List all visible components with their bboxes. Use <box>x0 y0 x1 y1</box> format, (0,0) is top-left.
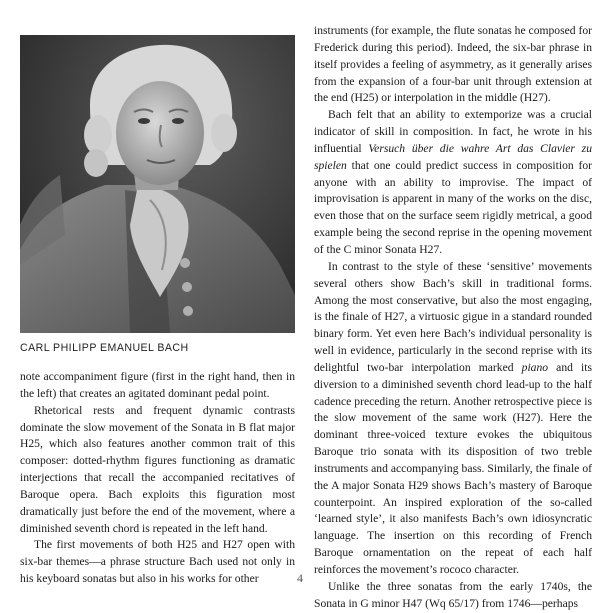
portrait-caption: CARL PHILIPP EMANUEL BACH <box>20 342 189 354</box>
portrait-image <box>20 35 295 333</box>
paragraph: The first movements of both H25 and H27 open with six-bar themes—a phrase structure Bach used not only in his keyboard sonatas but also in his works for other <box>20 538 295 586</box>
paragraph: instruments (for example, the flute sonatas he composed for Frederick during this period). Indeed, the six-bar phrase in itself provides a feeling of asymmetry, as it generally arises from the expansion of a four-bar unit through extension at the end (H25) or interpolation in the middle (H27). <box>314 24 592 105</box>
right-column <box>314 23 592 613</box>
paragraph: note accompaniment figure (first in the right hand, then in the left) that creates an agitated dominant pedal point. <box>20 370 295 400</box>
dynamic-marking: piano <box>521 360 549 374</box>
text-run: that one could predict success in composition for anyone with an ability to improvise. The impact of improvisation is apparent in many of the works on the disc, even those that on the surface seem rigidly metrical, a good example being the second reprise in the opening movement of the C minor Sonata H27. <box>314 158 592 256</box>
text-run: Bach felt that an ability to extemporize was a crucial indicator of skill in composition. In fact, he wrote in his influential <box>314 108 592 155</box>
paragraph <box>314 259 592 579</box>
text-run: In contrast to the style of these ‘sensitive’ movements several others show Bach’s skill in traditional forms. Among the most conservative, but also the most engaging, is the finale of H27, a virtuosic gigue in a standard rounded binary form. Yet even here Bach’s individual personality is well in evidence, particularly in the second reprise with its delightful two-bar interpolation marked <box>314 259 592 374</box>
book-title: Versuch über die wahre Art das Clavier zu spielen <box>314 141 592 172</box>
left-column <box>20 369 295 588</box>
page-number: 4 <box>297 571 303 585</box>
paragraph: Rhetorical rests and frequent dynamic contrasts dominate the slow movement of the Sonata in B flat major H25, which also features another common trait of this composer: dotted-rhythm figures functioning as dramatic interjections that recall the accompanied recitatives of Baroque opera. Bach exploits this figuration most dramatically just before the end of the movement, where a diminished seventh chord is repeated in the left hand. <box>20 403 295 535</box>
paragraph: Unlike the three sonatas from the early 1740s, the Sonata in G minor H47 (Wq 65/17) from 1746—perhaps <box>314 579 592 610</box>
paragraph <box>314 107 592 259</box>
portrait-drawing <box>20 35 295 333</box>
text-run: and its diversion to a diminished seventh chord lead-up to the half cadence preceding the return. Another retrospective piece is the slow movement of the same work (H27). Here the dominant three-voiced texture evokes the ubiquitous Baroque trio sonata with its disposition of two treble instruments and accompanying bass. Similarly, the finale of the A major Sonata H29 shows Bach’s mastery of Baroque counterpoint. An inspired exploration of the so-called ‘learned style’, it also manifests Bach’s own idiosyncratic language. The insertion on this recording of French Baroque ornamentation on the repeat of each half reinforces the movement’s rococo character. <box>314 360 593 576</box>
